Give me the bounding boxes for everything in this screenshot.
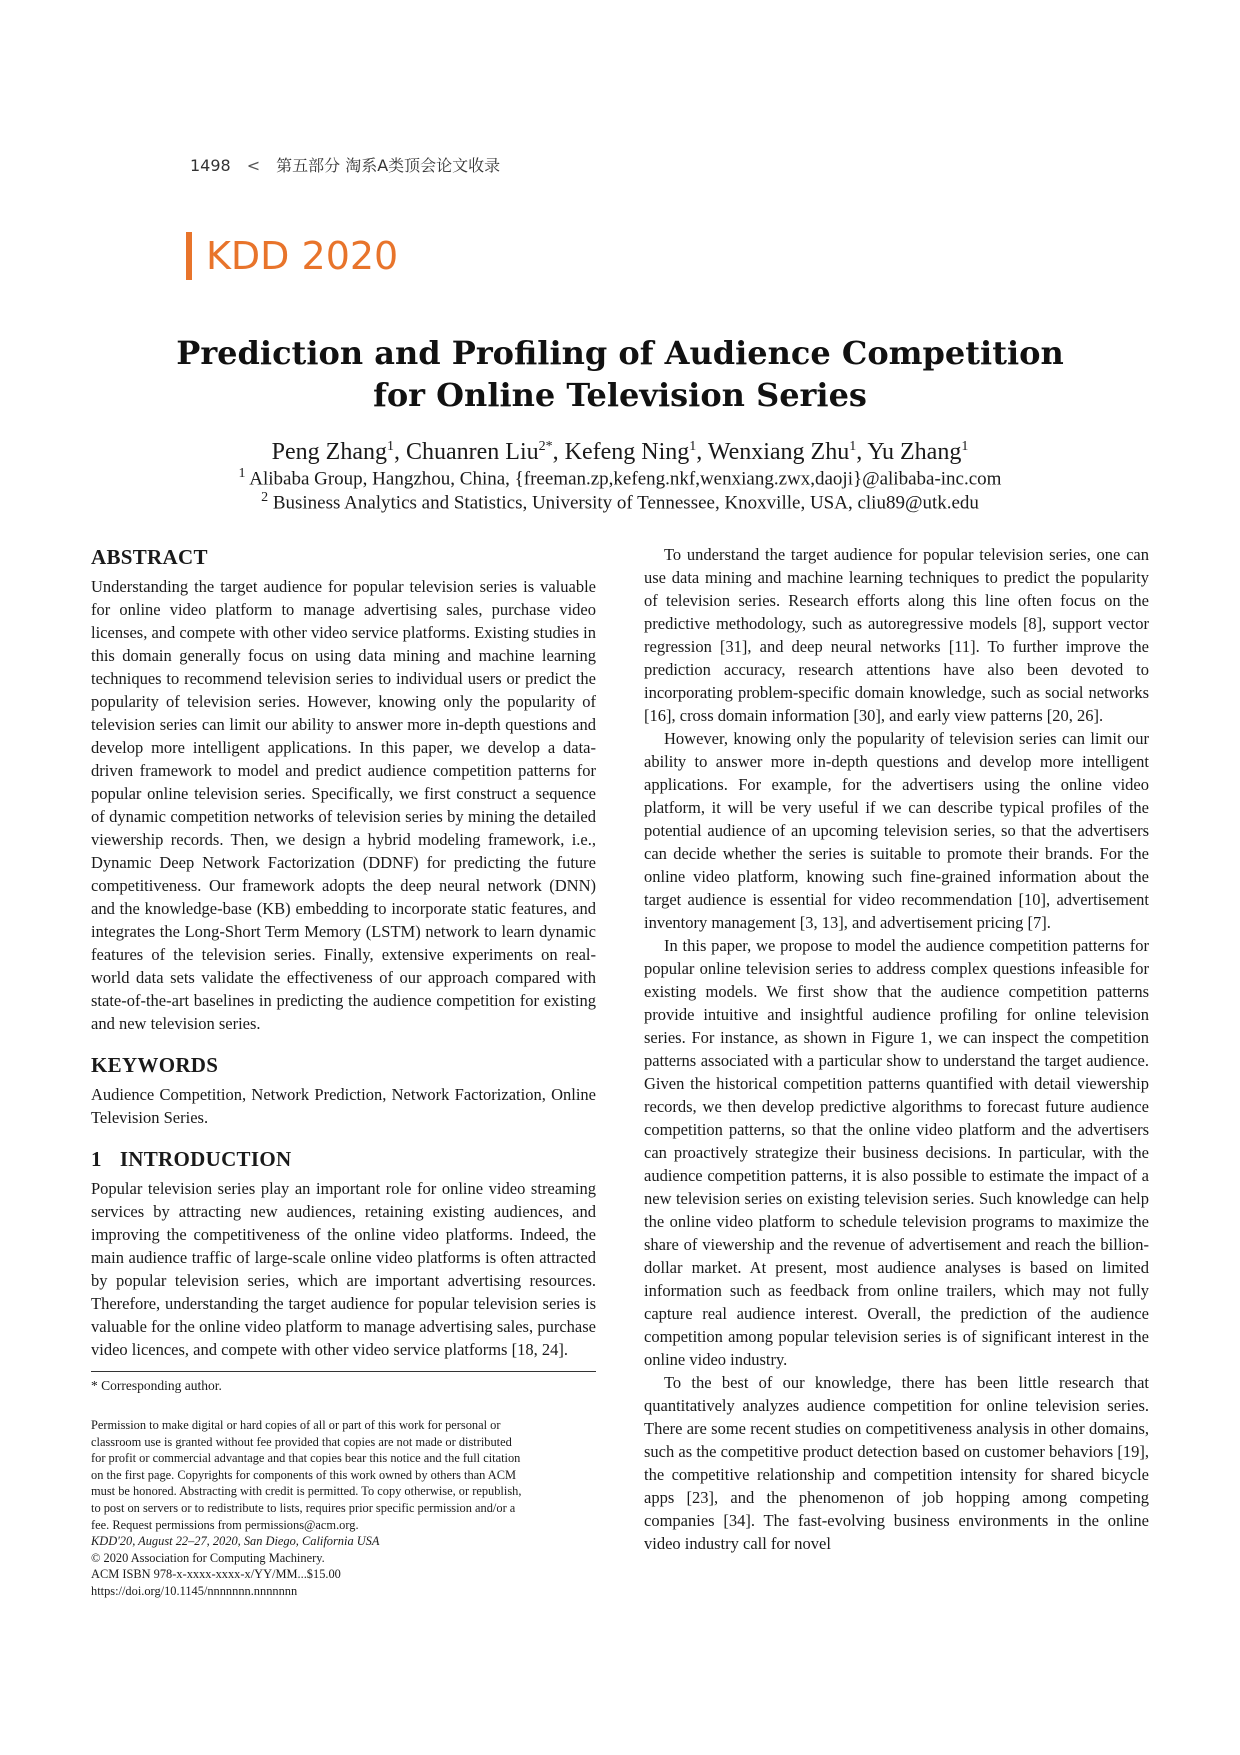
keywords-heading: KEYWORDS: [91, 1053, 219, 1077]
permission-line: fee. Request permissions from permissions@acm.org.: [91, 1517, 359, 1532]
introduction-heading: [91, 1145, 596, 1173]
permission-line: classroom use is granted without fee provided that copies are not made or distributed: [91, 1434, 512, 1449]
permission-line: on the first page. Copyrights for components of this work owned by others than ACM: [91, 1467, 517, 1482]
author-affil-mark: 1: [386, 439, 394, 454]
body-paragraph: However, knowing only the popularity of television series can limit our ability to answer more in-depth questions and develop more intelligent applications. For example, for the advertisers using the online video platform, it will be very useful if we can describe typical profiles of the potential audience of an upcoming television series, so that the advertisers can decide whether the series is suitable to promote their brands. For the online video platform, knowing such fine-grained information about the target audience is essential for video recommendation [10], advertisement inventory management [3, 13], and advertisement pricing [7].: [644, 729, 1149, 932]
affiliation-mark: 2: [261, 490, 269, 505]
author-affil-mark: 1: [961, 439, 969, 454]
affiliation-text: Business Analytics and Statistics, University of Tennessee, Knoxville, USA, cliu89@utk.edu: [272, 492, 979, 514]
author-name: Peng Zhang: [271, 439, 387, 465]
header-separator: <: [246, 156, 261, 175]
permission-line: must be honored. Abstracting with credit is permitted. To copy otherwise, or republish,: [91, 1484, 522, 1499]
permission-line: Permission to make digital or hard copies of all or part of this work for personal or: [91, 1418, 501, 1432]
author-list: Peng Zhang$^1$, Chuanren Liu$^{2*}$, Kefeng Ning$^1$, Wenxiang Zhu$^1$, Yu Zhang$^1$: [271, 439, 969, 465]
affiliation-2: [100, 486, 1140, 515]
left-column: [91, 543, 596, 1600]
right-column: [644, 543, 1149, 1555]
doi-link[interactable]: https://doi.org/10.1145/nnnnnnn.nnnnnnn: [91, 1583, 298, 1598]
running-header: [190, 153, 500, 176]
author-affil-mark: 1: [689, 439, 697, 454]
section-title: INTRODUCTION: [119, 1147, 292, 1171]
author-name: Chuanren Liu: [405, 439, 539, 465]
header-section: 第五部分 淘系A类顶会论文收录: [276, 156, 501, 175]
introduction-paragraph: Popular television series play an important role for online video streaming services by attracting new audiences, retaining existing audiences, and improving the competitiveness of the online video platforms. Indeed, the main audience traffic of large-scale online video platforms is often attracted by popular television series, which are important advertising resources. Therefore, understanding the target audience for popular television series is valuable for the online video platform to manage advertising sales, purchase video licences, and compete with other video service platforms [18, 24].: [91, 1179, 596, 1359]
body-paragraph: To the best of our knowledge, there has been little research that quantitatively analyzes audience competition for online television series. There are some recent studies on competitiveness analysis in other domains, such as the competitive product detection based on customer behaviors [19], the competitive relationship and competition intensity for shared bicycle apps [23], and the phenomenon of job hopping among competing companies [34]. The fast-evolving business environments in the online video industry call for novel: [644, 1373, 1149, 1553]
abstract-text: Understanding the target audience for popular television series is valuable for online video platform to manage advertising sales, purchase video licenses, and compete with other video service platforms. Existing studies in this domain generally focus on using data mining and machine learning techniques to recommend television series to individual users or predict the popularity of television series. However, knowing only the popularity of television series can limit our ability to answer more in-depth questions and develop more intelligent applications. In this paper, we develop a data-driven framework to model and predict audience competition patterns for popular online television series. Specifically, we first construct a sequence of dynamic competition networks of television series by mining the detailed viewership records. Then, we design a hybrid modeling framework, i.e., Dynamic Deep Network Factorization (DDNF) for predicting the future competitiveness. Our framework adopts the deep neural network (DNN) and the knowledge-base (KB) embedding to incorporate static features, and integrates the Long-Short Term Memory (LSTM) network to learn dynamic features of the television series. Finally, extensive experiments on real-world data sets validate the effectiveness of our approach compared with state-of-the-art baselines in predicting the audience competition for existing and new television series.: [91, 577, 596, 1033]
footnote-rule: [91, 1371, 596, 1372]
page-number: 1498: [190, 156, 231, 175]
permission-line: to post on servers or to redistribute to lists, requires prior specific permission and/or a: [91, 1500, 516, 1515]
author-name: Wenxiang Zhu: [707, 439, 850, 465]
section-number: 1: [91, 1147, 102, 1171]
title-line-2: for Online Television Series: [373, 376, 867, 414]
keywords-text: Audience Competition, Network Prediction, Network Factorization, Online Television Series.: [91, 1085, 596, 1127]
author-affil-mark: 2*: [538, 439, 553, 454]
author-affil-mark: 1: [849, 439, 857, 454]
copyright-notice: © 2020 Association for Computing Machinery.: [91, 1550, 325, 1565]
abstract-heading: ABSTRACT: [91, 545, 208, 569]
title-line-1: Prediction and Profiling of Audience Competition: [176, 334, 1064, 372]
body-paragraph: To understand the target audience for popular television series, one can use data mining and machine learning techniques to predict the popularity of television series. Research efforts along this line often focus on the predictive methodology, such as autoregressive models [8], support vector regression [31], and deep neural networks [11]. To further improve the prediction accuracy, research attentions have also been devoted to incorporating problem-specific domain knowledge, such as social networks [16], cross domain information [30], and early view patterns [20, 26].: [644, 545, 1149, 725]
permission-line: for profit or commercial advantage and that copies bear this notice and the full citation: [91, 1451, 521, 1466]
section-tag: KDD 2020: [186, 232, 398, 280]
affiliation-text: Alibaba Group, Hangzhou, China, {freeman.zp,kefeng.nkf,wenxiang.zwx,daoji}@alibaba-inc.com: [249, 468, 1002, 490]
conference-info: KDD'20, August 22–27, 2020, San Diego, California USA: [91, 1534, 380, 1549]
paper-title: [100, 332, 1140, 416]
permission-block: [91, 1417, 596, 1600]
body-paragraph: In this paper, we propose to model the audience competition patterns for popular online television series to address complex questions infeasible for existing models. We first show that the audience competition patterns provide intuitive and insightful audience profiling for online television series. For instance, as shown in Figure 1, we can inspect the competition patterns associated with a particular show to understand the target audience. Given the historical competition patterns quantified with detail viewership records, we then develop predictive algorithms to forecast future audience competition patterns, so that the online video platform and the advertisers can proactively strategize their business decisions. In particular, with the audience competition patterns, it is also possible to estimate the impact of a new television series on existing television series. Such knowledge can help the online video platform to schedule television programs to maximize the share of viewership and the revenue of advertisement and reach the billion-dollar market. At present, most audience analyses is based on limited information such as feedback from online trailers, which may not fully capture real audience interest. Overall, the prediction of the audience competition among popular television series is of significant interest in the online video industry.: [644, 936, 1149, 1369]
author-name: Kefeng Ning: [564, 439, 690, 465]
isbn: ACM ISBN 978-x-xxxx-xxxx-x/YY/MM...$15.00: [91, 1567, 341, 1582]
affiliation-mark: 1: [238, 466, 246, 481]
corresponding-author-footnote: * Corresponding author.: [91, 1378, 222, 1393]
author-name: Yu Zhang: [867, 439, 962, 465]
